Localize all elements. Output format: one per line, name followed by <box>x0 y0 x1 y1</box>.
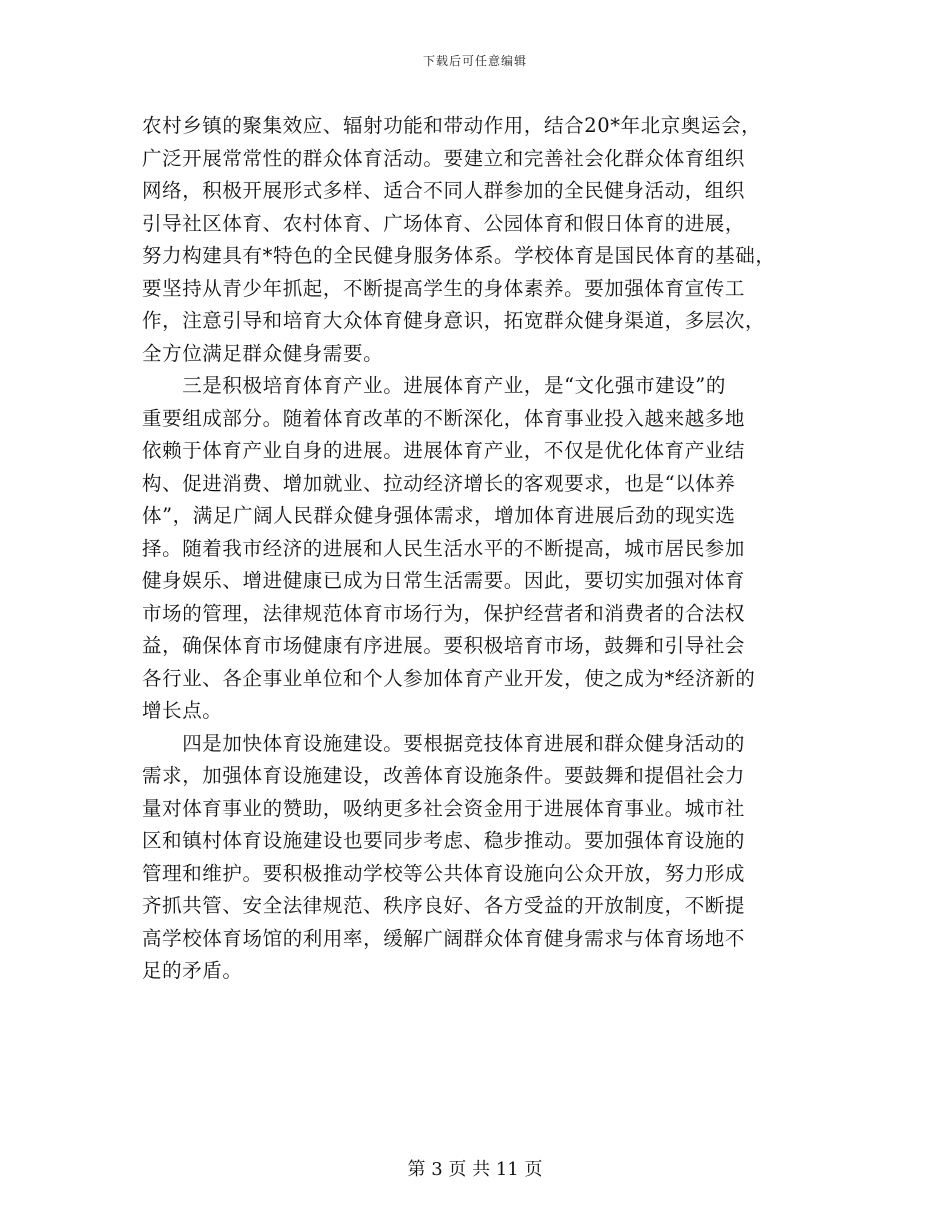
text-line: 健身娱乐、增进健康已成为日常生活需要。因此，要切实加强对体育 <box>142 569 746 592</box>
text-line: 市场的管理，法律规范体育市场行为，保护经营者和消费者的合法权 <box>142 601 746 625</box>
text-line: 重要组成部分。随着体育改革的不断深化，体育事业投入越来越多地 <box>142 406 746 430</box>
document-body <box>142 110 812 988</box>
page-header: 下载后可任意编辑 <box>422 54 527 68</box>
text-line: 管理和维护。要积极推动学校等公共体育设施向公众开放，努力形成 <box>142 861 746 885</box>
text-line: 引导社区体育、农村体育、广场体育、公园体育和假日体育的进展， <box>142 211 746 235</box>
text-line: 全方位满足群众健身需要。 <box>142 341 384 365</box>
text-line: 择。随着我市经济的进展和人民生活水平的不断提高，城市居民参加 <box>142 536 746 560</box>
text-line: 体”，满足广阔人民群众健身强体需求，增加体育进展后劲的现实选 <box>142 504 736 527</box>
text-line: 各行业、各企事业单位和个人参加体育产业开发，使之成为*经济新的 <box>142 666 756 690</box>
text-line: 增长点。 <box>142 699 223 722</box>
text-line: 依赖于体育产业自身的进展。进展体育产业，不仅是优化体育产业结 <box>142 439 746 462</box>
text-line: 广泛开展常常性的群众体育活动。要建立和完善社会化群众体育组织 <box>142 146 746 170</box>
paragraph-start-line: 四是加快体育设施建设。要根据竞技体育进展和群众健身活动的 <box>142 731 746 755</box>
text-line: 构、促进消费、增加就业、拉动经济增长的客观要求，也是“以体养 <box>142 471 736 495</box>
text-line: 量对体育事业的赞助，吸纳更多社会资金用于进展体育事业。城市社 <box>142 796 746 820</box>
text-line: 足的矛盾。 <box>142 959 243 982</box>
page-number-footer: 第 3 页 共 11 页 <box>407 1159 543 1180</box>
text-line: 网络，积极开展形式多样、适合不同人群参加的全民健身活动，组织 <box>142 179 746 202</box>
text-line: 努力构建具有*特色的全民健身服务体系。学校体育是国民体育的基础， <box>142 244 776 267</box>
text-line: 需求，加强体育设施建设，改善体育设施条件。要鼓舞和提倡社会力 <box>142 764 746 787</box>
text-line: 齐抓共管、安全法律规范、秩序良好、各方受益的开放制度，不断提 <box>142 894 746 917</box>
text-line: 高学校体育场馆的利用率，缓解广阔群众体育健身需求与体育场地不 <box>142 926 746 950</box>
text-line: 农村乡镇的聚集效应、辐射功能和带动作用，结合20*年北京奥运会， <box>142 114 762 137</box>
text-line: 作，注意引导和培育大众体育健身意识，拓宽群众健身渠道，多层次， <box>142 309 766 332</box>
text-line: 要坚持从青少年抓起，不断提高学生的身体素养。要加强体育宣传工 <box>142 276 746 300</box>
text-line: 区和镇村体育设施建设也要同步考虑、稳步推动。要加强体育设施的 <box>142 829 746 852</box>
text-line: 益，确保体育市场健康有序进展。要积极培育市场，鼓舞和引导社会 <box>142 634 746 657</box>
paragraph-start-line: 三是积极培育体育产业。进展体育产业，是“文化强市建设”的 <box>142 374 726 397</box>
